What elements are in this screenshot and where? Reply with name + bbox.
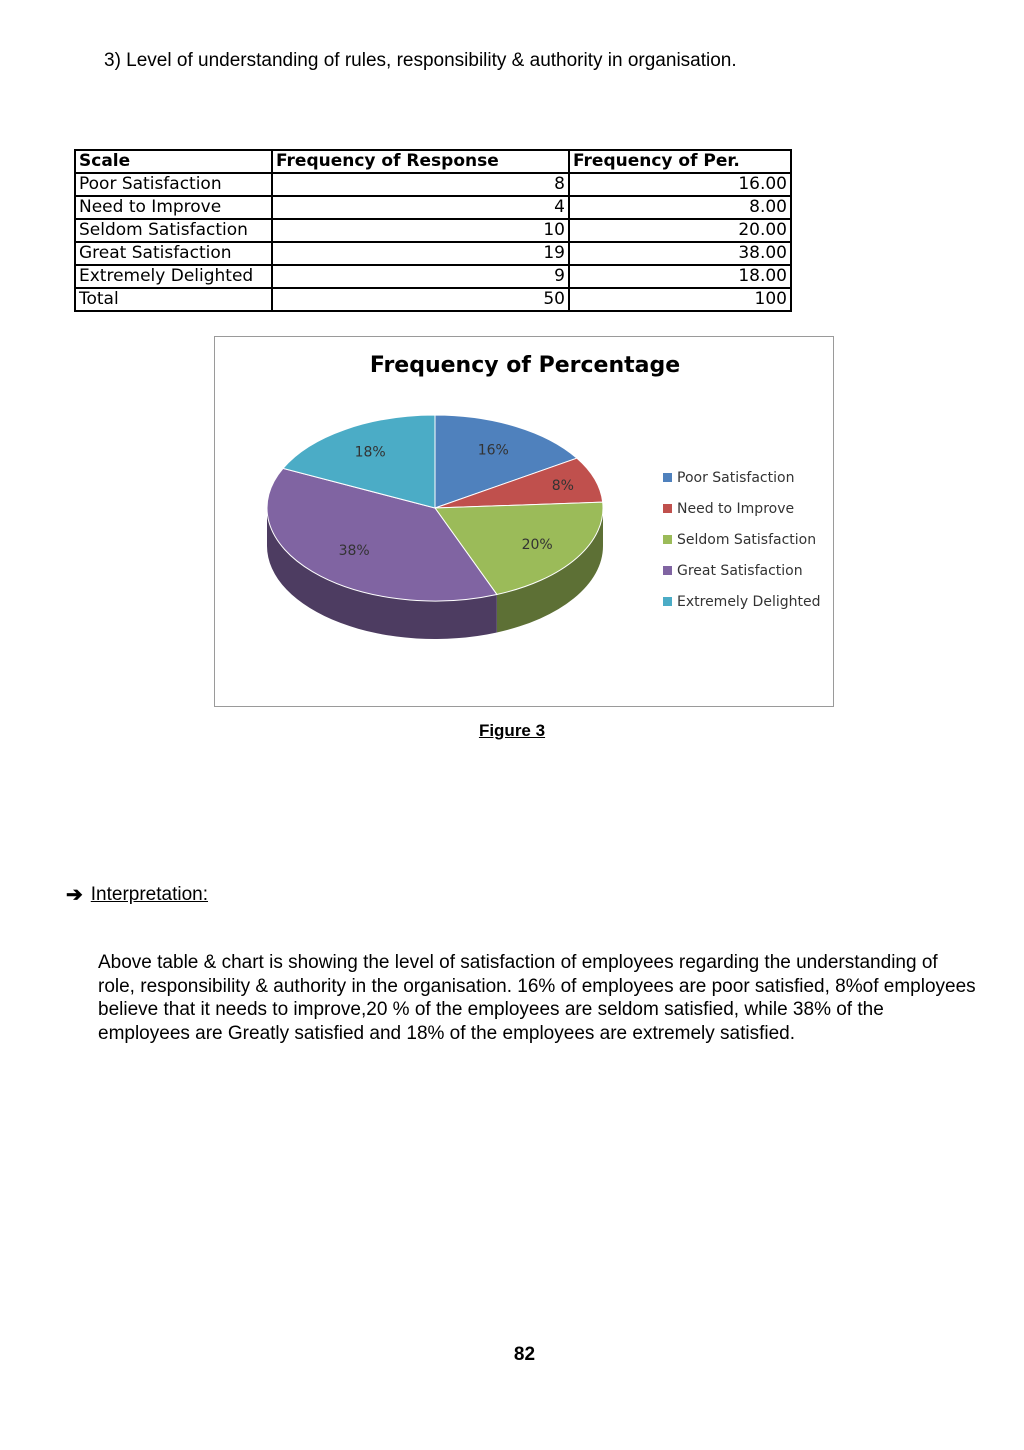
- legend-entry: Seldom Satisfaction: [677, 532, 817, 548]
- table-row: [75, 242, 791, 265]
- legend-swatch: [663, 566, 672, 575]
- pie-data-label: 20%: [521, 536, 553, 553]
- table-total-row: [75, 288, 791, 311]
- cell-percent: 100: [569, 288, 791, 311]
- cell-scale: Need to Improve: [75, 196, 272, 219]
- legend-entry: Extremely Delighted: [677, 594, 821, 610]
- table-row: [75, 219, 791, 242]
- cell-scale: Extremely Delighted: [75, 265, 272, 288]
- figure-caption: Figure 3: [478, 721, 546, 740]
- header-frequency-percent: Frequency of Per.: [569, 150, 791, 173]
- cell-response: 8: [272, 173, 569, 196]
- interpretation-paragraph: Above table & chart is showing the level of satisfaction of employees regarding the understanding of role, responsibility & authority in the organisation. 16% of employees are poor satisfied, 8%of employees believe that it needs to improve,20 % of the employees are seldom satisfied, while 38% of the employees are Greatly satisfied and 18% of the employees are extremely satisfied.: [98, 952, 976, 1044]
- legend-entry: Great Satisfaction: [677, 563, 803, 579]
- cell-percent: 18.00: [569, 265, 791, 288]
- legend-entry: Need to Improve: [677, 501, 795, 517]
- legend-swatch: [663, 535, 672, 544]
- header-scale: Scale: [75, 150, 272, 173]
- cell-response: 9: [272, 265, 569, 288]
- cell-response: 10: [272, 219, 569, 242]
- cell-scale: Poor Satisfaction: [75, 173, 272, 196]
- cell-percent: 16.00: [569, 173, 791, 196]
- legend-swatch: [663, 473, 672, 482]
- pie-chart-frame: [214, 336, 834, 707]
- legend-entry: Poor Satisfaction: [677, 470, 795, 486]
- cell-scale: Total: [75, 288, 272, 311]
- header-frequency-response: Frequency of Response: [272, 150, 569, 173]
- cell-percent: 8.00: [569, 196, 791, 219]
- frequency-table: [74, 149, 792, 312]
- right-arrow-icon: ➔: [66, 884, 83, 906]
- cell-response: 4: [272, 196, 569, 219]
- pie-chart: [215, 337, 835, 708]
- legend-swatch: [663, 504, 672, 513]
- table-row: [75, 265, 791, 288]
- pie-data-label: 8%: [551, 478, 574, 495]
- table-row: [75, 196, 791, 219]
- cell-response: 50: [272, 288, 569, 311]
- pie-data-label: 18%: [354, 444, 386, 461]
- legend-swatch: [663, 597, 672, 606]
- cell-percent: 20.00: [569, 219, 791, 242]
- interpretation-label: Interpretation:: [90, 883, 209, 905]
- section-heading: 3) Level of understanding of rules, responsibility & authority in organisation.: [104, 50, 737, 71]
- cell-scale: Seldom Satisfaction: [75, 219, 272, 242]
- cell-response: 19: [272, 242, 569, 265]
- pie-data-label: 38%: [338, 543, 370, 560]
- table-row: [75, 173, 791, 196]
- cell-percent: 38.00: [569, 242, 791, 265]
- cell-scale: Great Satisfaction: [75, 242, 272, 265]
- pie-data-label: 16%: [477, 442, 509, 459]
- table-header-row: [75, 150, 791, 173]
- interpretation-heading: [66, 882, 208, 907]
- chart-title: Frequency of Percentage: [369, 353, 681, 378]
- page-number: 82: [513, 1344, 536, 1365]
